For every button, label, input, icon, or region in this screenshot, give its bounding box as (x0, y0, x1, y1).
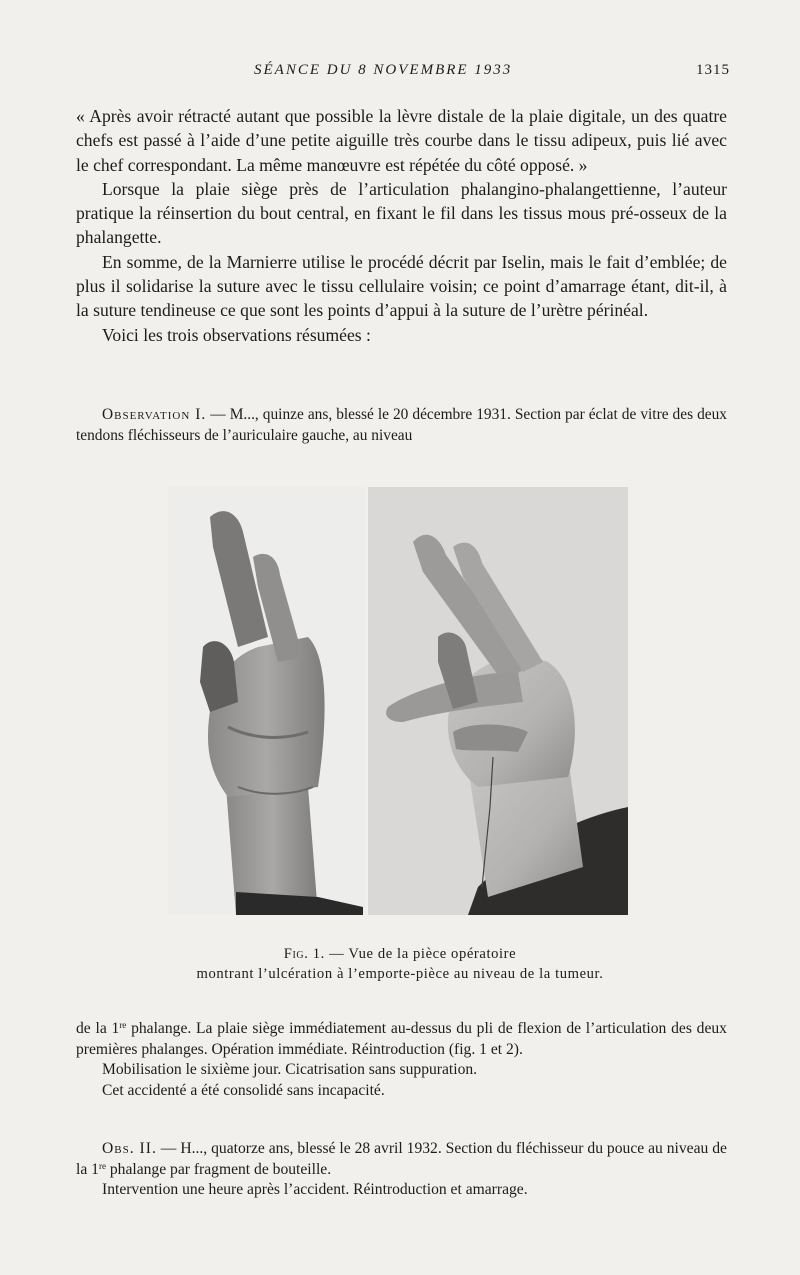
figure-1 (168, 487, 628, 915)
intervention-line: Intervention une heure après l’accident. Réintroduction et amarrage. (102, 1181, 528, 1199)
photo-hand-palm (168, 487, 365, 915)
main-text (76, 104, 727, 347)
running-header (240, 62, 730, 86)
observation-2-label: Obs. II. (102, 1140, 157, 1157)
figure-caption (100, 944, 700, 984)
observation-1-text: — M..., quinze ans, blessé le 20 décembre 1931. Section par éclat de vitre des deux tendons fléchisseurs de l’auriculaire gauche, au niveau (76, 406, 727, 444)
observation-1 (76, 404, 727, 446)
photo-hand-flexed (368, 487, 628, 915)
quote-paragraph: « Après avoir rétracté autant que possible la lèvre distale de la plaie digitale, un des quatre chefs est passé à l’aide d’une petite aiguille très courbe dans le tissu adipeux, puis lié avec le chef correspondant. La même manœuvre est répétée du côté opposé. » (76, 106, 727, 175)
paragraph-3: En somme, de la Marnierre utilise le procédé décrit par Iselin, mais le fait d’emblée; de plus il solidarise la suture avec le tissu cellulaire voisin; ce point d’amarrage étant, dit-il, à la suture tendineuse ce que sont les points d’appui à la suture de l’urètre périnéal. (76, 251, 727, 321)
caption-line-1: — Vue de la pièce opératoire (324, 946, 517, 962)
observation-2-text-a: — H..., quatorze ans, blessé le 28 avril 1932. Section du fléchisseur du pouce au niveau de la 1 (76, 1140, 727, 1178)
continuation-text-b: phalange. La plaie siège immédiatement au-dessus du pli de flexion de l’articulation des deux premières phalanges. Opération immédiate. Réintroduction (fig. 1 et 2). (76, 1020, 727, 1058)
observation-1-label: Observation I. (102, 406, 207, 423)
page-number: 1315 (696, 62, 730, 78)
paragraph-2: Lorsque la plaie siège près de l’articulation phalangino-phalangettienne, l’auteur pratique la réinsertion du bout central, en fixant le fil dans les tissus mous pré-osseux de la phalangette. (76, 178, 727, 248)
caption-line-2: montrant l’ulcération à l’emporte-pièce au niveau de la tumeur. (196, 966, 604, 982)
figure-label: Fig. 1. (283, 946, 325, 962)
observation-2 (76, 1139, 727, 1201)
superscript: re (119, 1020, 127, 1030)
superscript: re (98, 1160, 106, 1171)
observation-2-text-b: phalange par fragment de bouteille. (105, 1160, 332, 1178)
paragraph-4: Voici les trois observations résumées : (102, 324, 371, 345)
continuation-text-a: de la 1 (76, 1020, 120, 1037)
mobilisation-line: Mobilisation le sixième jour. Cicatrisation sans suppuration. (102, 1061, 478, 1079)
consolidation-line: Cet accidenté a été consolidé sans incapacité. (102, 1082, 385, 1100)
running-title: SÉANCE DU 8 NOVEMBRE 1933 (254, 62, 513, 78)
observation-1-continued (76, 1019, 727, 1102)
